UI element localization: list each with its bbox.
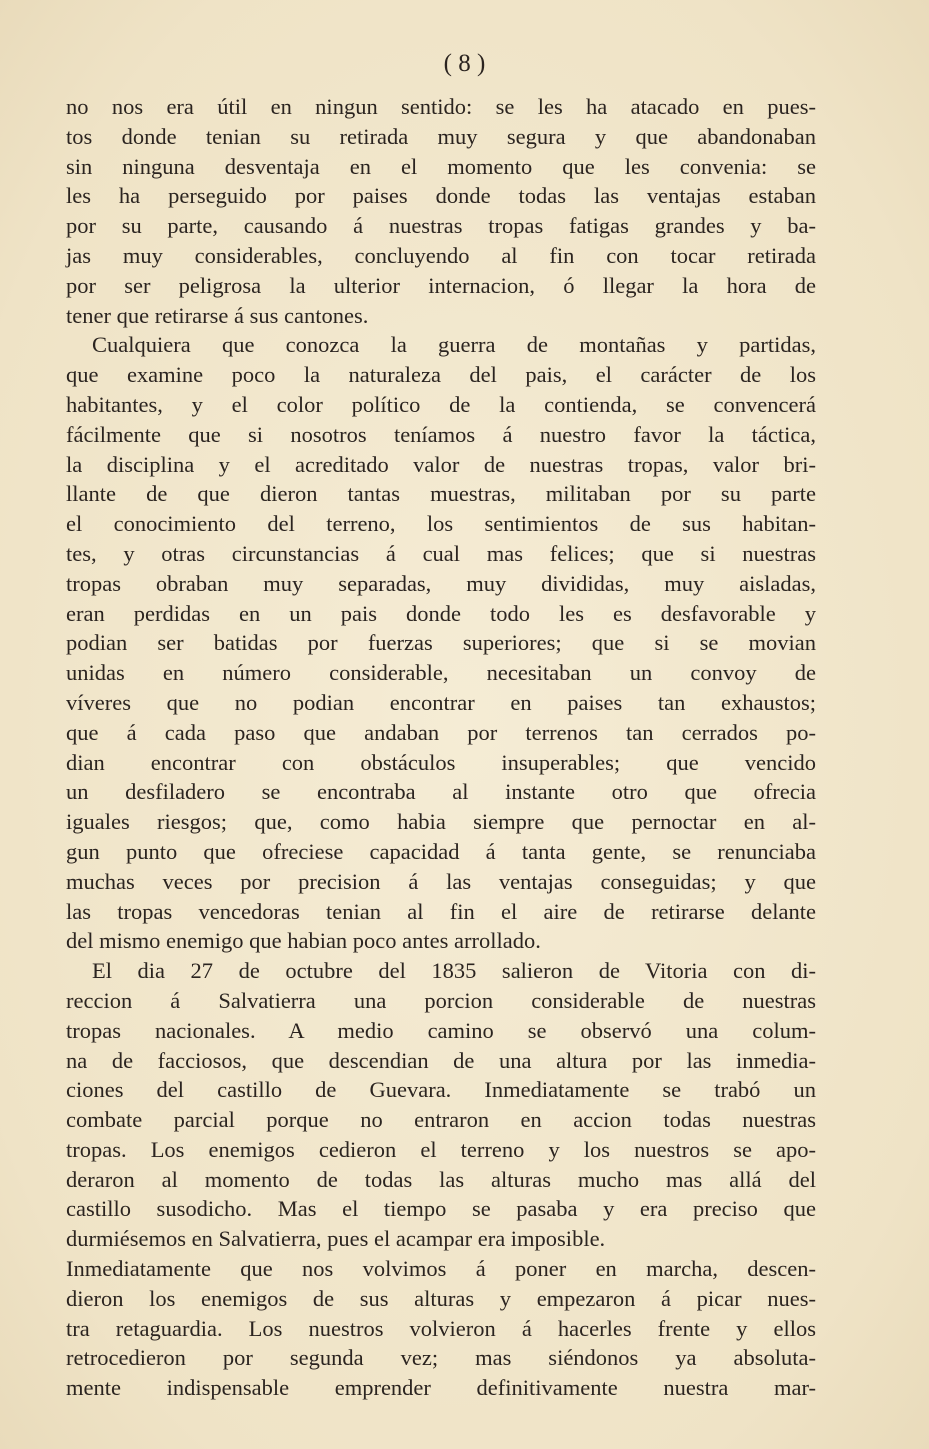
- text-line: dian encontrar con obstáculos insuperables; que vencido: [66, 749, 816, 775]
- text-line: el conocimiento del terreno, los sentimientos de sus habitan-: [66, 511, 816, 537]
- text-line: mente indispensable emprender definitivamente nuestra mar-: [66, 1375, 816, 1401]
- text-line: reccion á Salvatierra una porcion considerable de nuestras: [66, 987, 816, 1013]
- text-line: llante de que dieron tantas muestras, militaban por su parte: [66, 481, 816, 507]
- text-line: por ser peligrosa la ulterior internacion, ó llegar la hora de: [66, 272, 816, 298]
- text-line: iguales riesgos; que, como habia siempre que pernoctar en al-: [66, 809, 816, 835]
- text-line: sin ninguna desventaja en el momento que les convenia: se: [66, 153, 816, 179]
- text-line: no nos era útil en ningun sentido: se les ha atacado en pues-: [66, 94, 816, 119]
- text-line: deraron al momento de todas las alturas mucho mas allá del: [66, 1166, 816, 1192]
- text-line: ciones del castillo de Guevara. Inmediatamente se trabó un: [66, 1077, 816, 1103]
- text-line: víveres que no podian encontrar en paises tan exhaustos;: [66, 689, 816, 715]
- text-line: castillo susodicho. Mas el tiempo se pasaba y era preciso que: [66, 1196, 816, 1222]
- text-line: tos donde tenian su retirada muy segura y que abandonaban: [66, 123, 816, 149]
- text-line: les ha perseguido por paises donde todas las ventajas estaban: [66, 183, 816, 209]
- text-line: que examine poco la naturaleza del pais, el carácter de los: [66, 362, 816, 388]
- text-line: gun punto que ofreciese capacidad á tanta gente, se renunciaba: [66, 838, 816, 864]
- text-line: podian ser batidas por fuerzas superiores; que si se movian: [66, 630, 816, 656]
- text-line: combate parcial porque no entraron en accion todas nuestras: [66, 1107, 816, 1133]
- text-line: tropas. Los enemigos cedieron el terreno y los nuestros se apo-: [66, 1136, 816, 1162]
- text-line: muchas veces por precision á las ventajas conseguidas; y que: [66, 868, 816, 894]
- text-line: Cualquiera que conozca la guerra de montañas y partidas,: [92, 332, 816, 358]
- text-line: las tropas vencedoras tenian al fin el aire de retirarse delante: [66, 898, 816, 924]
- text-line: eran perdidas en un pais donde todo les es desfavorable y: [66, 600, 816, 626]
- text-line: un desfiladero se encontraba al instante otro que ofrecia: [66, 779, 816, 805]
- text-line: na de facciosos, que descendian de una altura por las inmedia-: [66, 1047, 816, 1073]
- text-line: tes, y otras circunstancias á cual mas felices; que si nuestras: [66, 540, 816, 566]
- text-line: tropas nacionales. A medio camino se observó una colum-: [66, 1017, 816, 1043]
- text-line: que á cada paso que andaban por terrenos tan cerrados po-: [66, 719, 816, 745]
- body-text: [66, 92, 816, 1403]
- text-line: jas muy considerables, concluyendo al fin con tocar retirada: [66, 242, 816, 268]
- text-line: retrocedieron por segunda vez; mas siéndonos ya absoluta-: [66, 1345, 816, 1371]
- text-line: tra retaguardia. Los nuestros volvieron á hacerles frente y ellos: [66, 1315, 816, 1341]
- text-line: durmiésemos en Salvatierra, pues el acampar era imposible.: [66, 1226, 606, 1252]
- text-line: dieron los enemigos de sus alturas y empezaron á picar nues-: [66, 1285, 816, 1311]
- text-line: El dia 27 de octubre del 1835 salieron de Vitoria con di-: [92, 958, 816, 984]
- text-line: la disciplina y el acreditado valor de nuestras tropas, valor bri-: [66, 451, 816, 477]
- text-line: unidas en número considerable, necesitaban un convoy de: [66, 660, 816, 686]
- text-line: del mismo enemigo que habian poco antes arrollado.: [66, 928, 541, 954]
- text-line: fácilmente que si nosotros teníamos á nuestro favor la táctica,: [66, 421, 816, 447]
- text-line: tropas obraban muy separadas, muy divididas, muy aisladas,: [66, 570, 816, 596]
- text-line: por su parte, causando á nuestras tropas fatigas grandes y ba-: [66, 213, 816, 239]
- text-line: habitantes, y el color político de la contienda, se convencerá: [66, 391, 816, 417]
- text-line: tener que retirarse á sus cantones.: [66, 302, 369, 328]
- text-line: Inmediatamente que nos volvimos á poner en marcha, descen-: [66, 1256, 816, 1282]
- page-number: ( 8 ): [443, 50, 486, 77]
